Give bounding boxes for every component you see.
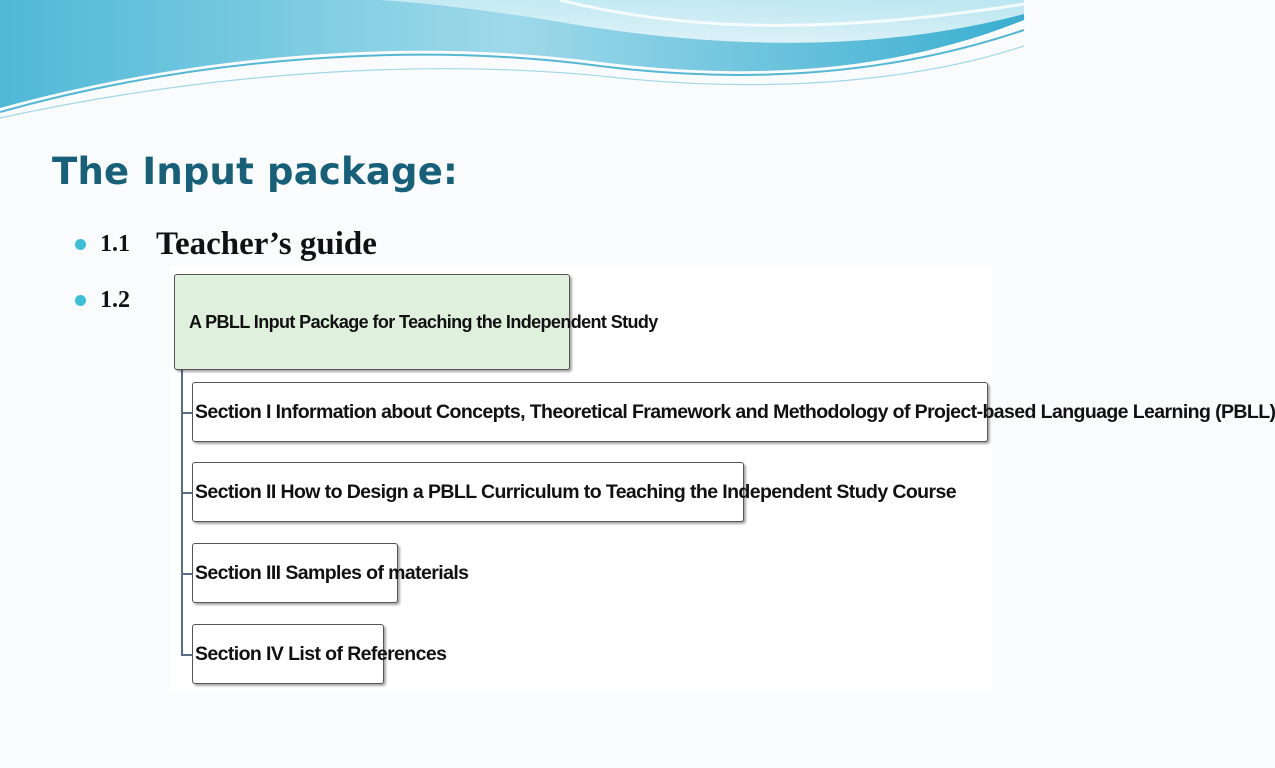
bullet-item-2 xyxy=(75,280,156,320)
diagram-root-node: A PBLL Input Package for Teaching the Independent Study xyxy=(174,274,570,370)
diagram-section-4: Section IV List of References xyxy=(192,624,384,684)
bullet-item-1 xyxy=(75,224,377,264)
package-structure-diagram xyxy=(170,266,1275,692)
bullet-number: 1.2 xyxy=(100,286,130,313)
bullet-dot-icon xyxy=(75,239,86,250)
diagram-section-2: Section II How to Design a PBLL Curriculum to Teaching the Independent Study Course xyxy=(192,462,744,522)
header-wave-decoration xyxy=(0,0,1024,120)
slide-title: The Input package: xyxy=(52,150,458,193)
diagram-section-1: Section I Information about Concepts, Theoretical Framework and Methodology of Project-based Language Learning (PBLL) xyxy=(192,382,988,442)
bullet-number: 1.1 xyxy=(100,230,130,257)
bullet-text: Teacher’s guide xyxy=(156,225,377,262)
diagram-section-3: Section III Samples of materials xyxy=(192,543,398,603)
bullet-dot-icon xyxy=(75,295,86,306)
